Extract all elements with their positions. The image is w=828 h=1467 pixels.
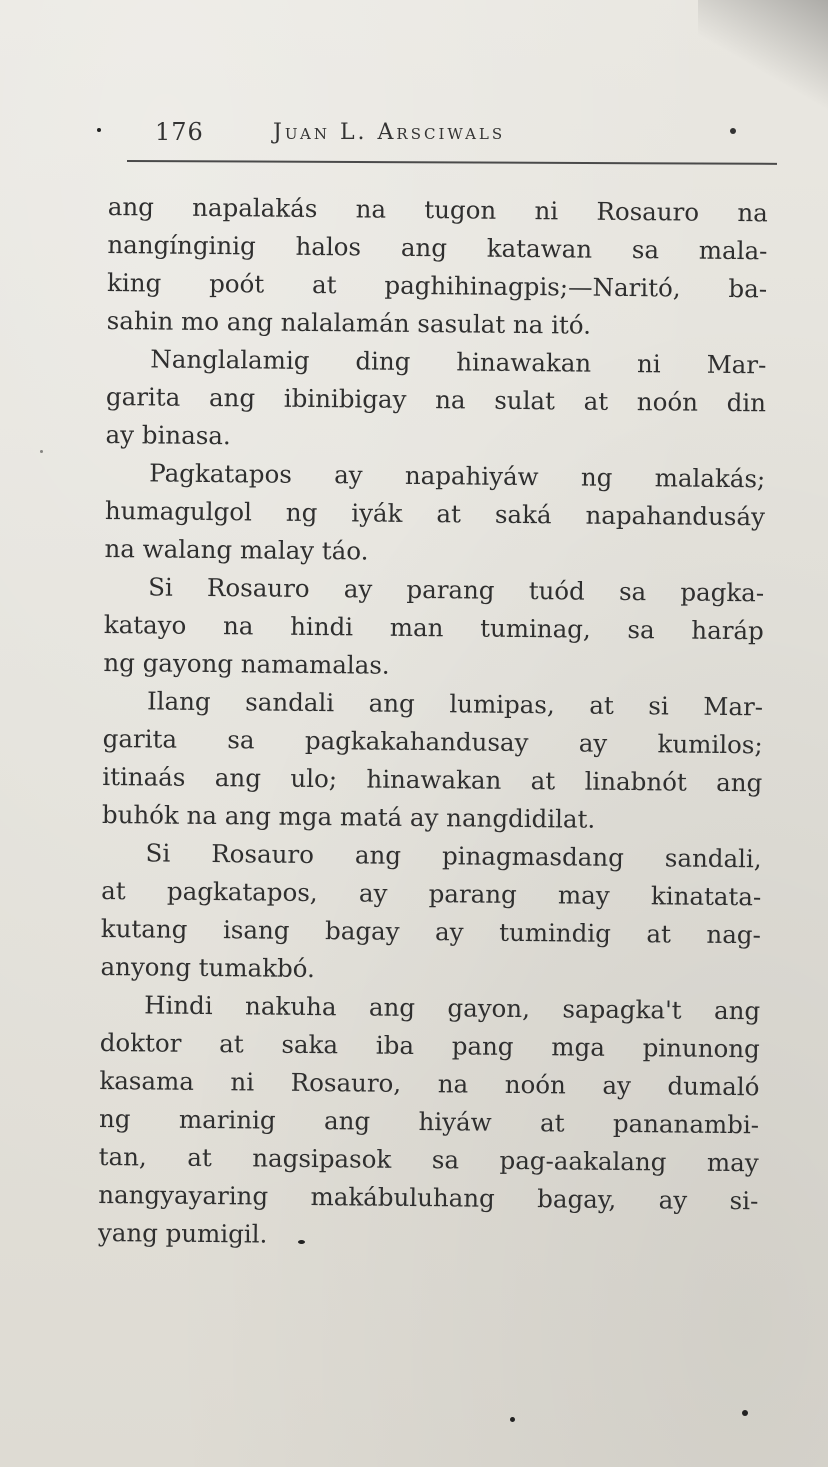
paragraph — [100, 834, 761, 992]
header-ornament-dot — [730, 128, 736, 134]
paragraph — [107, 188, 768, 346]
text-line: doktor at saka iba pang mga pinunong — [99, 1027, 760, 1064]
ink-speck — [40, 450, 43, 453]
text-line: na walang malay táo. — [104, 533, 369, 566]
paragraph — [103, 568, 764, 688]
text-line: anyong tumakbó. — [100, 951, 315, 984]
text-line: ang napalakás na tugon ni Rosauro na — [107, 191, 768, 228]
text-line: Nanglalamig ding hinawakan ni Mar- — [150, 344, 767, 380]
text-line: kasama ni Rosauro, na noón ay dumaló — [99, 1065, 760, 1102]
text-line: Si Rosauro ay parang tuód sa pagka- — [148, 572, 765, 608]
text-line: garita ang ibinibigay na sulat at noón din — [105, 381, 767, 418]
text-line: humagulgol ng iyák at saká napahandusáy — [104, 495, 766, 532]
text-line: ng marinig ang hiyáw at pananambi- — [98, 1103, 760, 1140]
paragraph — [104, 454, 765, 574]
text-line: Ilang sandali ang lumipas, at si Mar- — [146, 686, 764, 722]
body-text — [98, 188, 768, 1258]
paragraph — [102, 682, 763, 840]
ink-speck — [510, 1417, 515, 1422]
text-line: nangínginig halos ang katawan sa mala- — [107, 229, 768, 266]
text-line: king poót at paghihinagpis;—Naritó, ba- — [106, 267, 768, 304]
text-line: nangyayaring makábuluhang bagay, ay si- — [98, 1179, 759, 1216]
running-title: Juan L. Arsciwals — [273, 120, 506, 145]
header-rule — [127, 160, 777, 165]
text-line: at pagkatapos, ay parang may kinatata- — [101, 875, 762, 912]
text-line: buhók na ang mga matá ay nangdidilat. — [101, 799, 596, 834]
text-line: itinaás ang ulo; hinawakan at linabnót ang — [102, 761, 763, 798]
text-line: Pagkatapos ay napahiyáw ng malakás; — [149, 458, 766, 494]
text-line: yang pumigil. — [97, 1217, 268, 1249]
ink-speck — [742, 1410, 748, 1416]
paragraph — [98, 986, 761, 1258]
text-line: sahin mo ang nalalamán sasulat na itó. — [106, 305, 592, 340]
paragraph — [105, 340, 766, 460]
text-line: tan, at nagsipasok sa pag-aakalang may — [98, 1141, 759, 1178]
corner-shadow — [698, 0, 828, 110]
page-number: 176 — [155, 118, 204, 146]
page-header — [127, 118, 777, 158]
text-line: ng gayong namamalas. — [103, 647, 390, 680]
text-line: ay binasa. — [105, 419, 231, 451]
text-line: katayo na hindi man tuminag, sa haráp — [103, 609, 764, 646]
text-line: garita sa pagkakahandusay ay kumilos; — [102, 723, 763, 760]
text-line: Hindi nakuha ang gayon, sapagka't ang — [144, 990, 761, 1026]
text-line: Si Rosauro ang pinagmasdang sandali, — [145, 838, 762, 874]
text-line: kutang isang bagay ay tumindig at nag- — [100, 913, 762, 950]
ink-speck — [97, 128, 101, 132]
ink-speck — [298, 1240, 305, 1244]
